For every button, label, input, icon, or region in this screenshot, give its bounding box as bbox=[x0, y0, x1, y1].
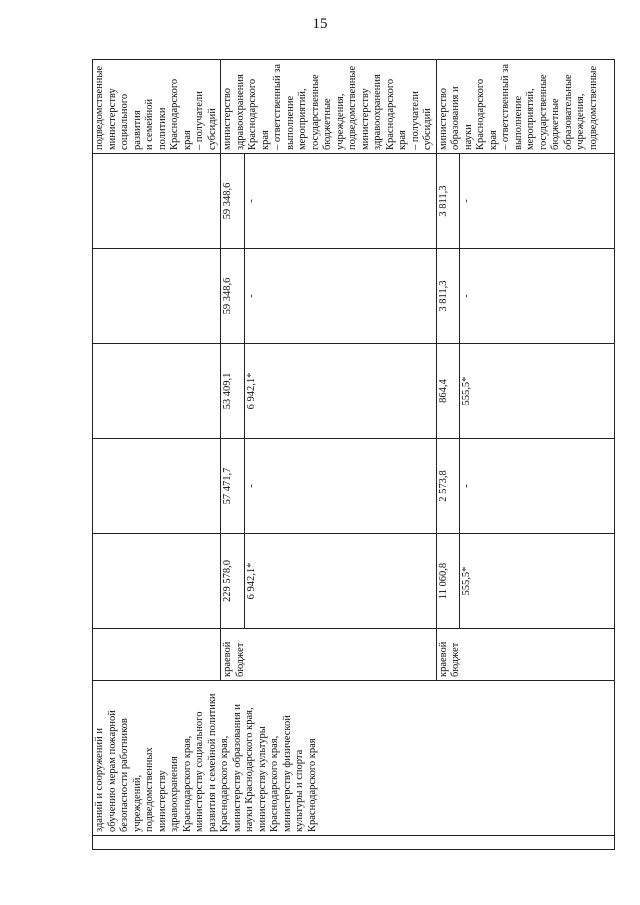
value-cell bbox=[245, 249, 436, 344]
table-row bbox=[93, 60, 221, 850]
measure-description-cell bbox=[93, 681, 615, 836]
value-cell bbox=[436, 154, 459, 249]
value: 229 578,0 bbox=[222, 560, 233, 602]
value: 57 471,7 bbox=[222, 467, 233, 505]
value-cell bbox=[245, 154, 436, 249]
number-cell bbox=[93, 836, 615, 850]
responsible-cell bbox=[93, 60, 221, 154]
value: 3 811,3 bbox=[437, 280, 449, 312]
value: 555,5* bbox=[460, 566, 472, 596]
value-cell bbox=[459, 439, 614, 534]
empty-cell bbox=[93, 439, 221, 534]
funding-source-cell bbox=[221, 629, 437, 681]
value-cell bbox=[459, 344, 614, 439]
value: 6 942,1* bbox=[246, 562, 258, 600]
value-cell bbox=[221, 249, 245, 344]
funding-source-cell bbox=[436, 629, 614, 681]
empty-cell bbox=[93, 344, 221, 439]
value: - bbox=[460, 294, 472, 298]
rotated-landscape-page bbox=[92, 60, 599, 850]
value-cell bbox=[436, 439, 459, 534]
funding-source: краевой бюджет bbox=[437, 641, 461, 677]
value-cell bbox=[459, 154, 614, 249]
value-cell bbox=[221, 534, 245, 629]
responsible-cell bbox=[436, 60, 614, 154]
rotated-table-viewport bbox=[92, 60, 599, 850]
value: 59 348,6 bbox=[222, 182, 233, 220]
empty-cell bbox=[93, 534, 221, 629]
value: - bbox=[246, 199, 258, 203]
value-cell bbox=[436, 534, 459, 629]
value: - bbox=[246, 484, 258, 488]
responsible-text: министерство здравоохранения Краснодарского края – ответственный за выполнение мероприятий, государственные бюджетные учреждения, подведомственные министерству здравоохранения Краснодарского края – получатели субсидий bbox=[222, 64, 433, 150]
value-cell bbox=[245, 439, 436, 534]
value: 2 573,8 bbox=[437, 470, 449, 502]
value-cell bbox=[459, 534, 614, 629]
funding-source: краевой бюджет bbox=[222, 641, 246, 677]
responsible-cell bbox=[221, 60, 437, 154]
value: 3 811,3 bbox=[437, 185, 449, 217]
value: - bbox=[460, 484, 472, 488]
value: 6 942,1* bbox=[246, 372, 258, 410]
value: 555,5* bbox=[460, 376, 472, 406]
value-cell bbox=[436, 344, 459, 439]
responsible-text: подведомственные министерству социального развития и семейной политики Краснодарского края – получатели субсидий bbox=[94, 65, 218, 150]
value: 11 060,8 bbox=[437, 562, 449, 600]
empty-cell bbox=[93, 154, 221, 249]
value-cell bbox=[221, 439, 245, 534]
value-cell bbox=[221, 154, 245, 249]
value: - bbox=[246, 294, 258, 298]
empty-cell bbox=[93, 249, 221, 344]
value-cell bbox=[245, 534, 436, 629]
budget-table bbox=[92, 59, 615, 850]
value: 53 409,1 bbox=[222, 372, 233, 410]
value-cell bbox=[221, 344, 245, 439]
value: - bbox=[460, 199, 472, 203]
empty-cell bbox=[93, 629, 221, 681]
responsible-text: министерство образования и науки Краснодарского края – ответственный за выполнение мероприятий, государственные бюджетные образовательные учреждения, подведомственные bbox=[437, 64, 599, 150]
measure-description: зданий и сооружений и обучению мерам пожарной безопасности работников учреждений, подведомственных министерству здравоохранения Краснодарского края, министерству социального развития и семейной политики Краснодарского края, министерству образования и науки Краснодарского края, министерству культуры Краснодарского края, министерству физической культуры и спорта Краснодарского края bbox=[94, 693, 318, 832]
page-number: 15 bbox=[312, 16, 328, 32]
value-cell bbox=[245, 344, 436, 439]
value: 864,4 bbox=[437, 379, 449, 403]
value: 59 348,6 bbox=[222, 277, 233, 315]
value-cell bbox=[436, 249, 459, 344]
value-cell bbox=[459, 249, 614, 344]
